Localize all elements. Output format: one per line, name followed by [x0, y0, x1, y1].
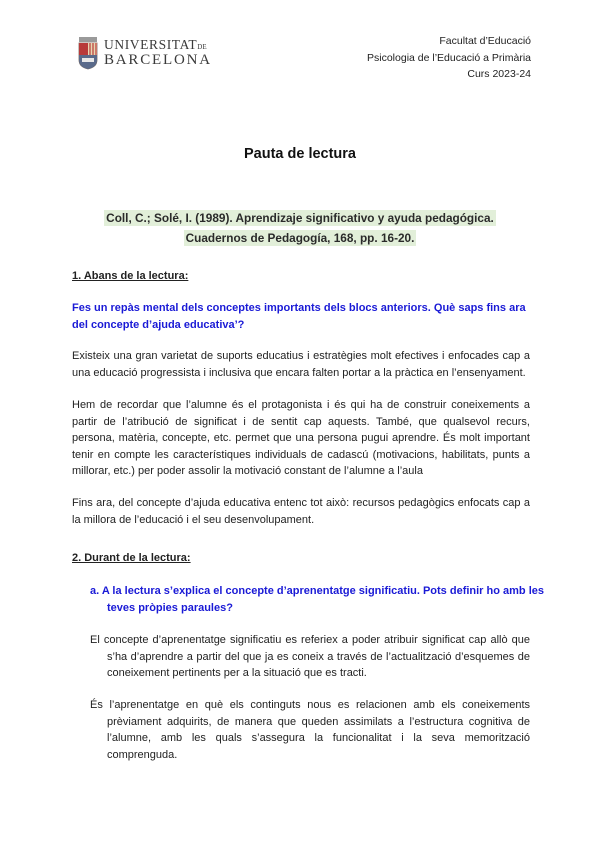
reference-citation: [0, 208, 600, 248]
logo-line-2: BARCELONA: [104, 52, 212, 69]
section-2-answer-paragraph-2: És l’aprenentatge en què els continguts nous es relacionen amb els coneixements prèviament adquirits, de manera que queden assimilats a l’estructura cognitiva de l’alumne, amb les quals s’assegura la funcionalitat i la seva memorització comprenguda.: [90, 699, 530, 761]
university-logo: [78, 36, 212, 70]
reference-line-1: Coll, C.; Solé, I. (1989). Aprendizaje significativo y ayuda pedagógica.: [106, 211, 494, 225]
section-1-paragraph-1: Existeix una gran varietat de suports educatius i estratègies molt efectives i enfocades cap a una educació progressista i inclusiva que encara falten portar a la pràctica en l’ensenyament.: [72, 350, 530, 379]
section-1-heading: 1. Abans de la lectura:: [72, 270, 189, 282]
document-header-info: [367, 33, 531, 83]
university-shield-icon: [78, 36, 98, 70]
section-2-question-a: a. A la lectura s’explica el concepte d’aprenentatge significatiu. Pots definir ho amb les teves pròpies paraules?: [90, 585, 544, 614]
subject-name: Psicologia de l’Educació a Primària: [367, 51, 531, 64]
logo-line-1: UNIVERSITATDE: [104, 36, 207, 52]
reference-line-2: Cuadernos de Pedagogía, 168, pp. 16-20.: [185, 231, 415, 245]
section-2-answer-paragraph-1: El concepte d’aprenentatge significatiu es referiex a poder atribuir significat cap allò que s’ha d’aprendre a partir del que ja es coneix a través de l’actualització d’esquemes de coneixement pertinents per a la situació que es tracti.: [90, 634, 530, 679]
page-title: Pauta de lectura: [243, 146, 356, 162]
section-2-heading: 2. Durant de la lectura:: [72, 552, 191, 564]
faculty-name: Facultat d’Educació: [439, 35, 531, 47]
section-1-paragraph-3: Fins ara, del concepte d’ajuda educativa entenc tot això: recursos pedagògics enfocats cap a la millora de l’educació i el seu desenvolupament.: [72, 497, 530, 526]
course-year: Curs 2023-24: [467, 68, 531, 80]
section-1-paragraph-2: Hem de recordar que l’alumne és el protagonista i és qui ha de construir coneixements a partir de l’atribució de significat i de sentit cap aquests. També, que qualsevol recurs, persona, matèria, concepte, etc. permet que una persona pugui aprendre. És molt important tenir en compte les característiques individuals de cadascú (motivacions, habilitats, punts a millorar, etc.) per poder assolir la motivació constant de l’alumne a l’aula: [72, 399, 530, 477]
section-1-question: Fes un repàs mental dels conceptes importants dels blocs anteriors. Què saps fins ara del concepte d’ajuda educativa’?: [72, 302, 526, 331]
